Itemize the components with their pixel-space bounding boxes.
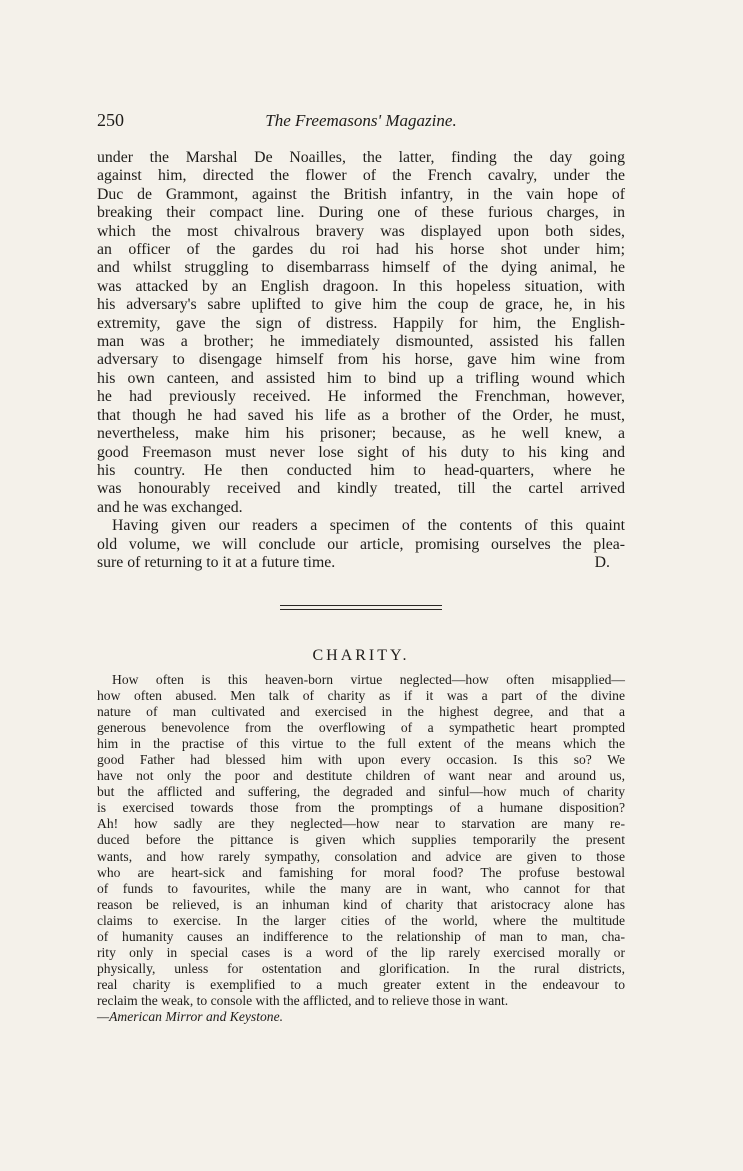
text-line: rity only in special cases is a word of the lip rarely exercised morally or <box>97 944 625 960</box>
text-line: of funds to favourites, while the many are in want, who cannot for that <box>97 880 625 896</box>
text-line: of humanity causes an indifference to the relationship of man to man, cha- <box>97 928 625 944</box>
text-line: nature of man cultivated and exercised in the highest degree, and that a <box>97 704 625 720</box>
text-line: his country. He then conducted him to head-quarters, where he <box>97 461 625 479</box>
text-line: how often abused. Men talk of charity as if it was a part of the divine <box>97 688 625 704</box>
text-line: reclaim the weak, to console with the afflicted, and to relieve those in want. <box>97 992 509 1008</box>
text-line: is exercised towards those from the promptings of a humane disposition? <box>97 800 625 816</box>
section-divider <box>280 605 442 613</box>
article-heading: CHARITY. <box>312 647 410 664</box>
author-signature: D. <box>594 553 610 571</box>
text-line: real charity is exemplified to a much greater extent in the endeavour to <box>97 976 625 992</box>
text-line: wants, and how rarely sympathy, consolation and advice are given to those <box>97 848 625 864</box>
text-line: claims to exercise. In the larger cities of the world, where the multitude <box>97 912 625 928</box>
text-line: extremity, gave the sign of distress. Happily for him, the English- <box>97 314 625 332</box>
text-line: under the Marshal De Noailles, the latter, finding the day going <box>97 149 625 166</box>
closing-line <box>97 554 625 572</box>
text-line: that though he had saved his life as a brother of the Order, he must, <box>97 406 625 424</box>
text-line: How often is this heaven-born virtue neglected—how often misapplied— <box>112 672 625 687</box>
text-line: physically, unless for ostentation and glorification. In the rural districts, <box>97 960 625 976</box>
text-line: breaking their compact line. During one of these furious charges, in <box>97 204 625 222</box>
text-line: generous benevolence from the overflowing of a sympathetic heart prompted <box>97 720 625 736</box>
text-line: his adversary's sabre uplifted to give him the coup de grace, he, in his <box>97 296 625 314</box>
text-line: Duc de Grammont, against the British infantry, in the vain hope of <box>97 185 625 203</box>
text-line: him in the practise of this virtue to the full extent of the means which the <box>97 736 625 752</box>
article-continuation <box>97 149 625 572</box>
text-line: good Freemason must never lose sight of his duty to his king and <box>97 443 625 461</box>
text-line: old volume, we will conclude our article, promising ourselves the plea- <box>97 535 625 553</box>
text-line: reason be relieved, is an inhuman kind of charity that aristocracy alone has <box>97 896 625 912</box>
text-line: an officer of the gardes du roi had his horse shot under him; <box>97 241 625 259</box>
text-line: nevertheless, make him his prisoner; because, as he well knew, a <box>97 425 625 443</box>
text-line: but the afflicted and suffering, the degraded and sinful—how much of charity <box>97 784 625 800</box>
text-line: which the most chivalrous bravery was displayed upon both sides, <box>97 222 625 240</box>
text-line: who are heart-sick and famishing for moral food? The profuse bestowal <box>97 864 625 880</box>
text-line: duced before the pittance is given which supplies temporarily the present <box>97 832 625 848</box>
text-line: man was a brother; he immediately dismounted, assisted his fallen <box>97 333 625 351</box>
text-line: against him, directed the flower of the French cavalry, under the <box>97 167 625 185</box>
text-line: Having given our readers a specimen of the contents of this quaint <box>112 517 625 535</box>
page-header <box>97 110 625 134</box>
text-line: he had previously received. He informed the Frenchman, however, <box>97 388 625 406</box>
text-line: was attacked by an English dragoon. In this hopeless situation, with <box>97 277 625 295</box>
text-line: have not only the poor and destitute children of want near and around us, <box>97 768 625 784</box>
text-line: his own canteen, and assisted him to bind up a trifling wound which <box>97 369 625 387</box>
text-line: Ah! how sadly are they neglected—how near to starvation are many re- <box>97 816 625 832</box>
text-line: and he was exchanged. <box>97 498 243 516</box>
text-line: was honourably received and kindly treated, till the cartel arrived <box>97 480 625 498</box>
text-line: good Father had blessed him with upon every occasion. Is this so? We <box>97 752 625 768</box>
text-line: adversary to disengage himself from his horse, gave him wine from <box>97 351 625 369</box>
text-line: and whilst struggling to disembarrass himself of the dying animal, he <box>97 259 625 277</box>
running-title: The Freemasons' Magazine. <box>265 111 457 130</box>
article-body <box>97 672 625 1025</box>
page-number: 250 <box>97 110 124 130</box>
text-line: sure of returning to it at a future time. <box>97 553 336 571</box>
source-attribution: —American Mirror and Keystone. <box>97 1008 284 1024</box>
